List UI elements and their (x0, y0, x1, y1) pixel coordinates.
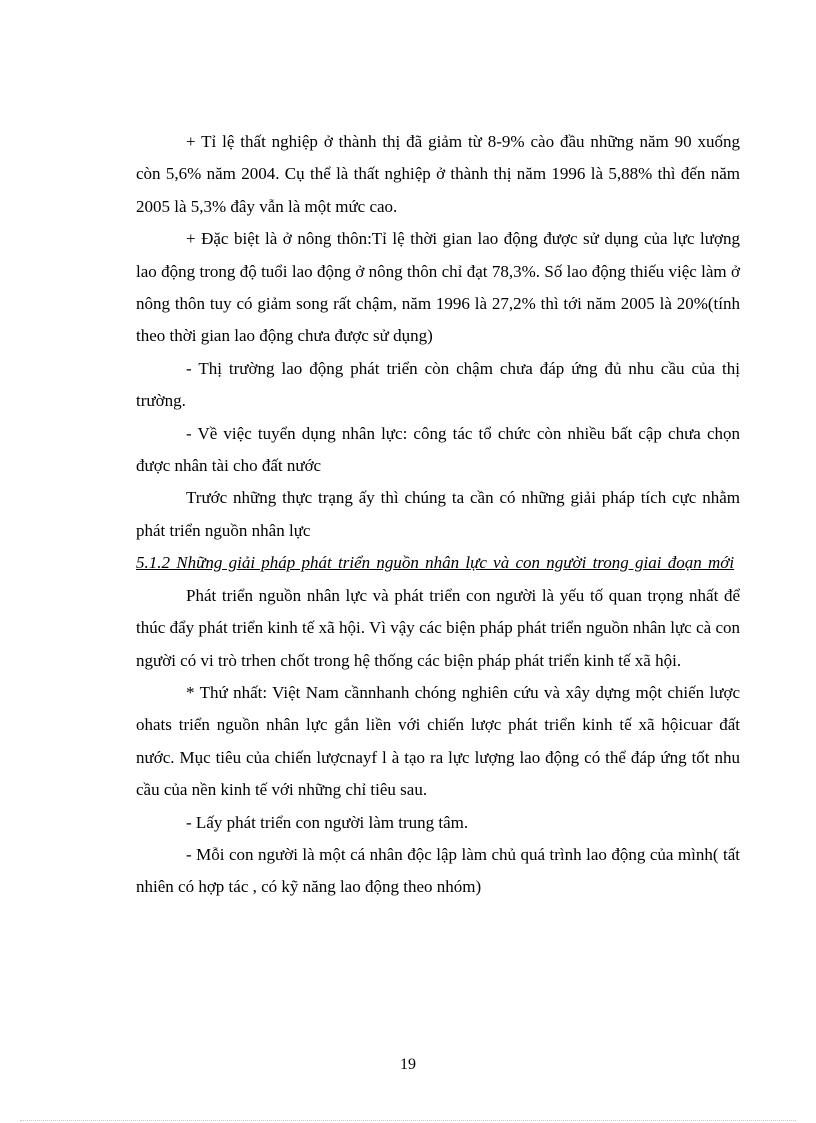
paragraph-conclusion: Trước những thực trạng ấy thì chúng ta cần có những giải pháp tích cực nhằm phát triển nguồn nhân lực (136, 488, 740, 540)
paragraph-labor-market: - Thị trường lao động phát triển còn chậm chưa đáp ứng đủ nhu cầu của thị trường. (136, 358, 740, 411)
paragraph-recruitment: - Về việc tuyển dụng nhân lực: công tác tổ chức còn nhiều bất cập chưa chọn được nhân tài cho đất nước (136, 423, 740, 476)
paragraph-first-solution: * Thứ nhất: Việt Nam cầnnhanh chóng nghiên cứu và xây dựng một chiến lược ohats triển nguồn nhân lực gắn liền với chiến lược phát triển kinh tế xã hộicuar đất nước. Mục tiêu của chiến lượcnayf l à tạo ra lực lượng lao động có thể đáp ứng tốt nhu cầu của nền kinh tế với những chỉ tiêu sau. (136, 682, 740, 800)
paragraph-rural-labor: + Đặc biệt là ở nông thôn:Tỉ lệ thời gian lao động được sử dụng của lực lượng lao động trong độ tuổi lao động ở nông thôn chỉ đạt 78,3%. Số lao động thiếu việc làm ở nông thôn tuy có giảm song rất chậm, năm 1996 là 27,2% thì tới năm 2005 là 20%(tính theo thời gian lao động chưa được sử dụng) (136, 229, 740, 346)
paragraph-human-centered: - Lấy phát triển con người làm trung tâm. (186, 812, 469, 832)
page-bottom-divider (20, 1120, 796, 1121)
page-number: 19 (400, 1056, 416, 1073)
paragraph-urban-unemployment: + Tỉ lệ thất nghiệp ở thành thị đã giảm từ 8-9% cào đầu những năm 90 xuống còn 5,6% năm 2004. Cụ thể là thất nghiệp ở thành thị năm 1996 là 5,88% thì đến năm 2005 là 5,3% đây vẫn là một mức cao. (136, 132, 740, 216)
paragraph-individual-labor: - Mỗi con người là một cá nhân độc lập làm chủ quá trình lao động của mình( tất nhiên có hợp tác , có kỹ năng lao động theo nhóm) (136, 844, 740, 897)
document-body (136, 126, 740, 904)
section-heading: 5.1.2 Những giải pháp phát triển nguồn nhân lực và con người trong giai đoạn mới (136, 553, 735, 573)
paragraph-development-intro: Phát triển nguồn nhân lực và phát triển con người là yếu tố quan trọng nhất để thúc đẩy phát triển kinh tế xã hội. Vì vậy các biện pháp phát triển nguồn nhân lực cà con người có vi trò trhen chốt trong hệ thống các biện pháp phát triển kinh tế xã hội. (136, 585, 740, 670)
